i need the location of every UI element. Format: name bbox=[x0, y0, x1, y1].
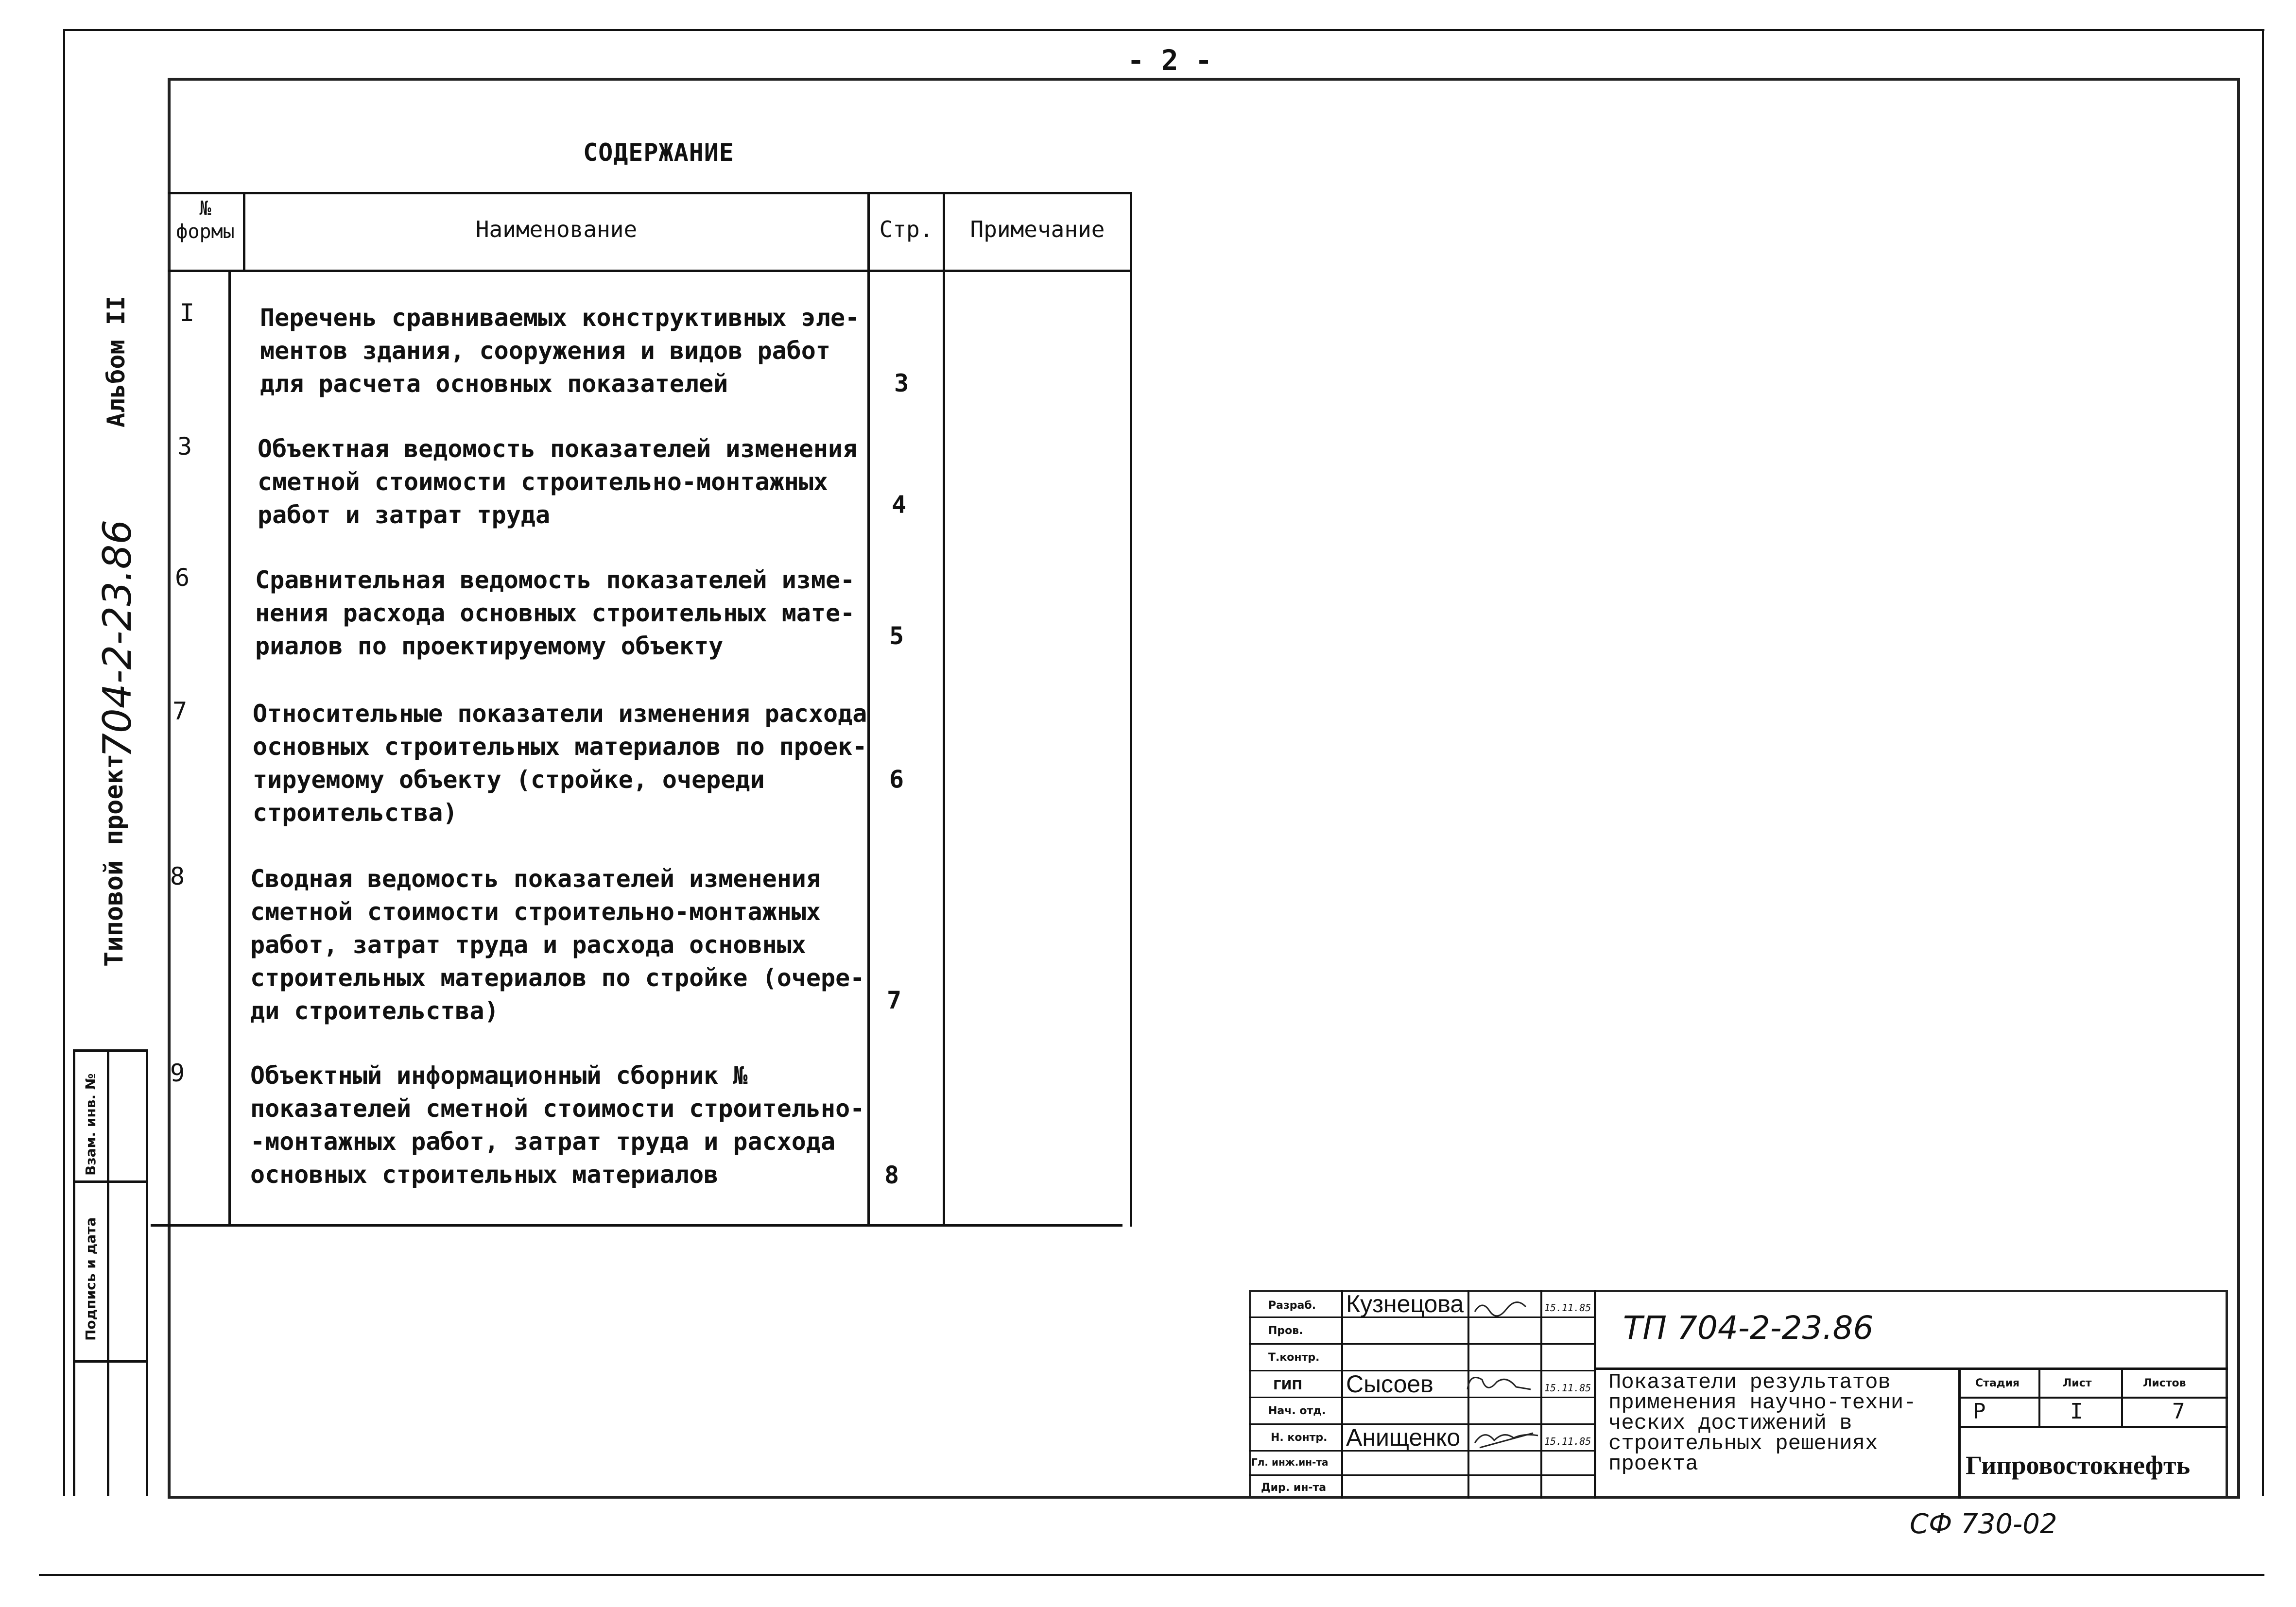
stamp-rl-7 bbox=[1249, 1474, 1594, 1476]
stamp-role-1: Разраб. bbox=[1268, 1299, 1316, 1312]
signature-3 bbox=[1470, 1423, 1543, 1453]
row-name-6: Объектный информационный сборник № показателей сметной стоимости строительно- -монтажных работ, затрат труда и расхода основных строительных материалов bbox=[250, 1061, 865, 1189]
stamp-role-8: Дир. ин-та bbox=[1261, 1482, 1327, 1494]
row-name-5: Сводная ведомость показателей изменения сметной стоимости строительно-монтажных работ, затрат труда и расхода основных строительных материалов по стройке (очере- ди строительства) bbox=[250, 865, 865, 1025]
row-form-3: 6 bbox=[175, 564, 190, 592]
col-line-4 bbox=[1130, 192, 1132, 1227]
col-line-3 bbox=[943, 192, 945, 1227]
stamp-stage-label: Стадия bbox=[1975, 1377, 2020, 1389]
stamp-rl-2 bbox=[1249, 1343, 1594, 1345]
side-box-right bbox=[146, 1049, 148, 1496]
stamp-description: Показатели результатов применения научно-техни- ческих достижений в строительных решениях проекта bbox=[1608, 1370, 1916, 1476]
page-title: СОДЕРЖАНИЕ bbox=[583, 138, 735, 167]
stamp-date-1: 15.11.85 bbox=[1544, 1302, 1591, 1314]
side-project-code: 704-2-23.86 bbox=[95, 519, 140, 758]
stamp-role-7: Гл. инж.ин-та bbox=[1251, 1456, 1329, 1468]
col-line-1b bbox=[228, 270, 231, 1227]
stamp-col-3 bbox=[1540, 1290, 1542, 1499]
outer-left-line bbox=[63, 29, 65, 1496]
stamp-col-1 bbox=[1341, 1290, 1343, 1499]
row-page-4: 6 bbox=[889, 765, 904, 793]
page-number: - 2 - bbox=[1127, 44, 1212, 77]
stamp-date-6: 15.11.85 bbox=[1544, 1436, 1591, 1447]
side-podpis: Подпись и дата bbox=[83, 1217, 99, 1341]
row-page-3: 5 bbox=[889, 622, 904, 650]
row-name-1: Перечень сравниваемых конструктивных эле- ментов здания, сооружения и видов работ для расчета основных показателей bbox=[260, 304, 860, 398]
table-header-line bbox=[168, 270, 1132, 272]
row-page-2: 4 bbox=[891, 491, 907, 519]
side-box-top bbox=[73, 1049, 146, 1052]
side-box-left bbox=[73, 1049, 75, 1496]
signature-2 bbox=[1463, 1370, 1536, 1399]
header-page: Стр. bbox=[879, 216, 933, 242]
header-name: Наименование bbox=[475, 216, 638, 242]
stamp-col-5 bbox=[1958, 1368, 1961, 1499]
stamp-row-main bbox=[1594, 1368, 2228, 1370]
stamp-name-4: Сысоев bbox=[1346, 1370, 1433, 1398]
row-form-4: 7 bbox=[173, 697, 188, 725]
stamp-name-6: Анищенко bbox=[1346, 1424, 1461, 1451]
stamp-name-1: Кузнецова bbox=[1346, 1290, 1464, 1317]
stamp-col-4 bbox=[1594, 1290, 1596, 1499]
col-line-2 bbox=[867, 192, 870, 1227]
row-name-3: Сравнительная ведомость показателей изме- нения расхода основных строительных мате- риалов по проектируемому объекту bbox=[255, 566, 855, 660]
stamp-sheet-label: Лист bbox=[2063, 1377, 2092, 1389]
outer-right-line bbox=[2262, 29, 2264, 1496]
stamp-sheets: 7 bbox=[2172, 1399, 2185, 1424]
stamp-role-4: ГИП bbox=[1273, 1378, 1303, 1393]
header-note: Примечание bbox=[970, 216, 1105, 242]
stamp-doc-code: ТП 704-2-23.86 bbox=[1623, 1309, 1874, 1347]
stamp-role-5: Нач. отд. bbox=[1268, 1405, 1326, 1417]
side-project-label: Типовой проект bbox=[100, 753, 129, 967]
signature-1 bbox=[1472, 1297, 1536, 1316]
row-page-5: 7 bbox=[886, 986, 902, 1014]
row-form-1: I bbox=[180, 299, 195, 327]
table-bottom-line bbox=[151, 1224, 1122, 1227]
side-box-sep2 bbox=[73, 1360, 146, 1363]
stamp-sheet: I bbox=[2070, 1399, 2083, 1424]
side-vzam: Взам. инв. № bbox=[83, 1073, 99, 1176]
stamp-role-3: Т.контр. bbox=[1268, 1351, 1320, 1364]
stamp-stage: Р bbox=[1973, 1399, 1986, 1424]
row-form-6: 9 bbox=[170, 1059, 185, 1087]
stamp-date-4: 15.11.85 bbox=[1544, 1382, 1591, 1394]
stamp-sheets-label: Листов bbox=[2143, 1377, 2186, 1389]
table-top-line bbox=[168, 192, 1132, 194]
stamp-role-6: Н. контр. bbox=[1271, 1432, 1328, 1444]
row-form-5: 8 bbox=[170, 862, 185, 890]
stamp-col-7 bbox=[2121, 1368, 2123, 1426]
stamp-row-b bbox=[1958, 1426, 2228, 1428]
stamp-organization: Гипровостокнефть bbox=[1966, 1451, 2191, 1480]
row-name-2: Объектная ведомость показателей изменения сметной стоимости строительно-монтажных работ и затрат труда bbox=[258, 435, 858, 529]
row-form-2: 3 bbox=[177, 432, 192, 461]
stamp-role-2: Пров. bbox=[1268, 1325, 1303, 1337]
side-box-sep1 bbox=[73, 1180, 146, 1183]
row-page-1: 3 bbox=[894, 369, 909, 397]
outer-top-line bbox=[63, 29, 2264, 31]
outer-bottom-line bbox=[39, 1574, 2264, 1576]
footer-code: СФ 730-02 bbox=[1910, 1508, 2057, 1540]
row-name-4: Относительные показатели изменения расхода основных строительных материалов по проек- тируемому объекту (стройке, очереди строительства) bbox=[253, 700, 867, 827]
header-form-no: № формы bbox=[176, 197, 235, 243]
stamp-row-a bbox=[1958, 1397, 2228, 1399]
row-page-6: 8 bbox=[884, 1161, 899, 1189]
stamp-col-6 bbox=[2038, 1368, 2040, 1426]
side-album: Альбом II bbox=[102, 296, 130, 427]
side-box-mid bbox=[107, 1049, 109, 1496]
